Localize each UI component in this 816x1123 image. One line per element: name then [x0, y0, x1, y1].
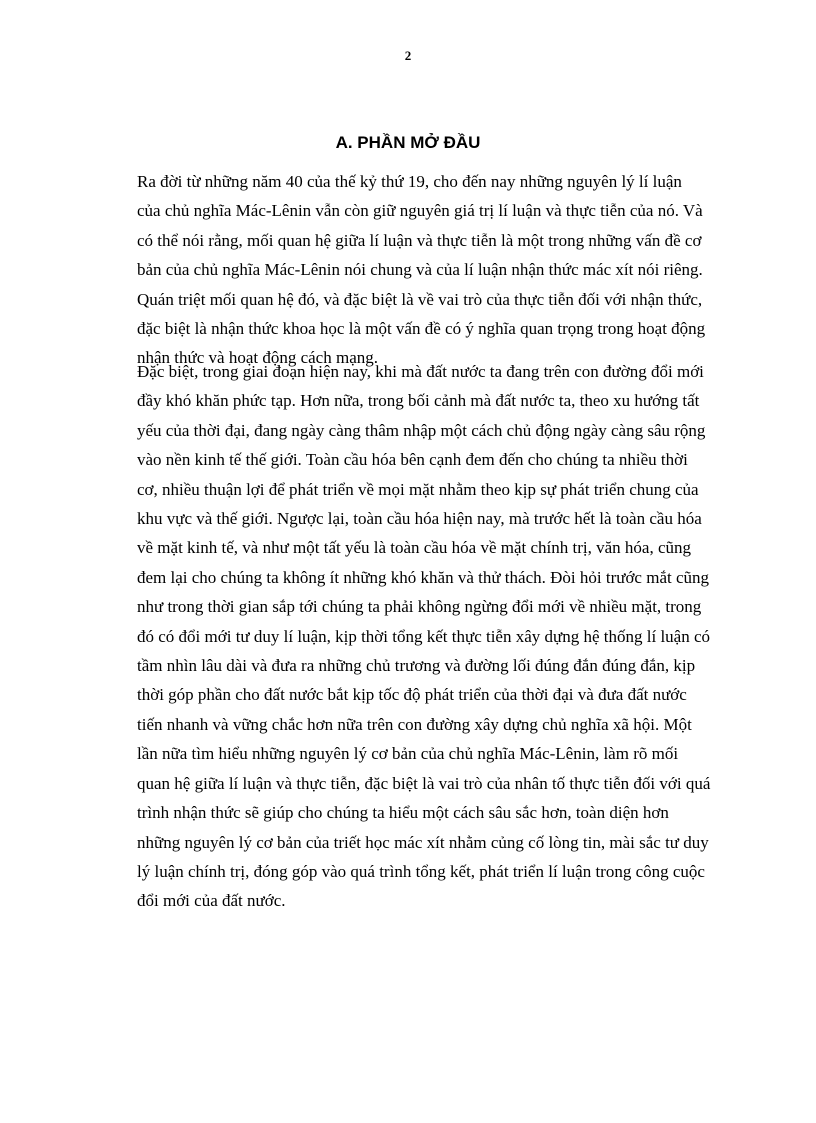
paragraph-context	[137, 357, 747, 916]
text-line: yếu của thời đại, đang ngày càng thâm nhập một cách chủ động ngày càng sâu rộng	[137, 420, 706, 440]
paragraph-intro	[137, 167, 747, 373]
text-line: trình nhận thức sẽ giúp cho chúng ta hiểu một cách sâu sắc hơn, toàn diện hơn	[137, 803, 669, 823]
text-line: Ra đời từ những năm 40 của thế kỷ thứ 19, cho đến nay những nguyên lý lí luận	[137, 172, 682, 191]
text-line: Quán triệt mối quan hệ đó, và đặc biệt là về vai trò của thực tiễn đối với nhận thức,	[137, 289, 703, 309]
text-line: đem lại cho chúng ta không ít những khó khăn và thử thách. Đòi hỏi trước mắt cũng	[137, 567, 710, 587]
text-line: thời góp phần cho đất nước bắt kịp tốc độ phát triển của thời đại và đưa đất nước	[137, 685, 687, 705]
text-line: quan hệ giữa lí luận và thực tiễn, đặc biệt là vai trò của nhân tố thực tiễn đối với quá	[137, 773, 711, 793]
text-line: nhận thức và hoạt động cách mạng.	[137, 348, 378, 368]
text-line: đổi mới của đất nước.	[137, 891, 286, 911]
text-line: tiến nhanh và vững chắc hơn nữa trên con đường xây dựng chủ nghĩa xã hội. Một	[137, 714, 692, 734]
text-line: bản của chủ nghĩa Mác-Lênin nói chung và của lí luận nhận thức mác xít nói riêng.	[137, 260, 703, 280]
text-line: đó có đổi mới tư duy lí luận, kịp thời tổng kết thực tiễn xây dựng hệ thống lí luận có	[137, 626, 711, 646]
text-line: khu vực và thế giới. Ngược lại, toàn cầu hóa hiện nay, mà trước hết là toàn cầu hóa	[137, 509, 702, 529]
text-line: Đặc biệt, trong giai đoạn hiện nay, khi mà đất nước ta đang trên con đường đổi mới	[137, 362, 704, 381]
page-number: 2	[404, 48, 412, 63]
text-line: của chủ nghĩa Mác-Lênin vẫn còn giữ nguyên giá trị lí luận và thực tiễn của nó. Và	[137, 201, 703, 221]
text-line: những nguyên lý cơ bản của triết học mác xít nhằm củng cố lòng tin, mài sắc tư duy	[137, 832, 709, 852]
text-line: về mặt kinh tế, và như một tất yếu là toàn cầu hóa về mặt chính trị, văn hóa, cũng	[137, 538, 691, 558]
text-line: đầy khó khăn phức tạp. Hơn nữa, trong bối cảnh mà đất nước ta, theo xu hướng tất	[137, 391, 700, 411]
text-line: có thể nói rằng, mối quan hệ giữa lí luận và thực tiễn là một trong những vấn đề cơ	[137, 230, 702, 250]
text-line: đặc biệt là nhận thức khoa học là một vấn đề có ý nghĩa quan trọng trong hoạt động	[137, 319, 706, 339]
text-line: tầm nhìn lâu dài và đưa ra những chủ trương và đường lối đúng đắn đúng đắn, kịp	[137, 656, 696, 676]
text-line: như trong thời gian sắp tới chúng ta phải không ngừng đổi mới về nhiều mặt, trong	[137, 597, 702, 617]
text-line: cơ, nhiều thuận lợi để phát triển về mọi mặt nhằm theo kịp sự phát triển chung của	[137, 479, 699, 499]
text-line: lần nữa tìm hiểu những nguyên lý cơ bản của chủ nghĩa Mác-Lênin, làm rõ mối	[137, 744, 679, 764]
text-line: lý luận chính trị, đóng góp vào quá trình tổng kết, phát triển lí luận trong công cuộc	[137, 861, 705, 881]
section-title: A. PHẦN MỞ ĐẦU	[335, 133, 481, 152]
text-line: vào nền kinh tế thế giới. Toàn cầu hóa bên cạnh đem đến cho chúng ta nhiều thời	[137, 450, 688, 470]
